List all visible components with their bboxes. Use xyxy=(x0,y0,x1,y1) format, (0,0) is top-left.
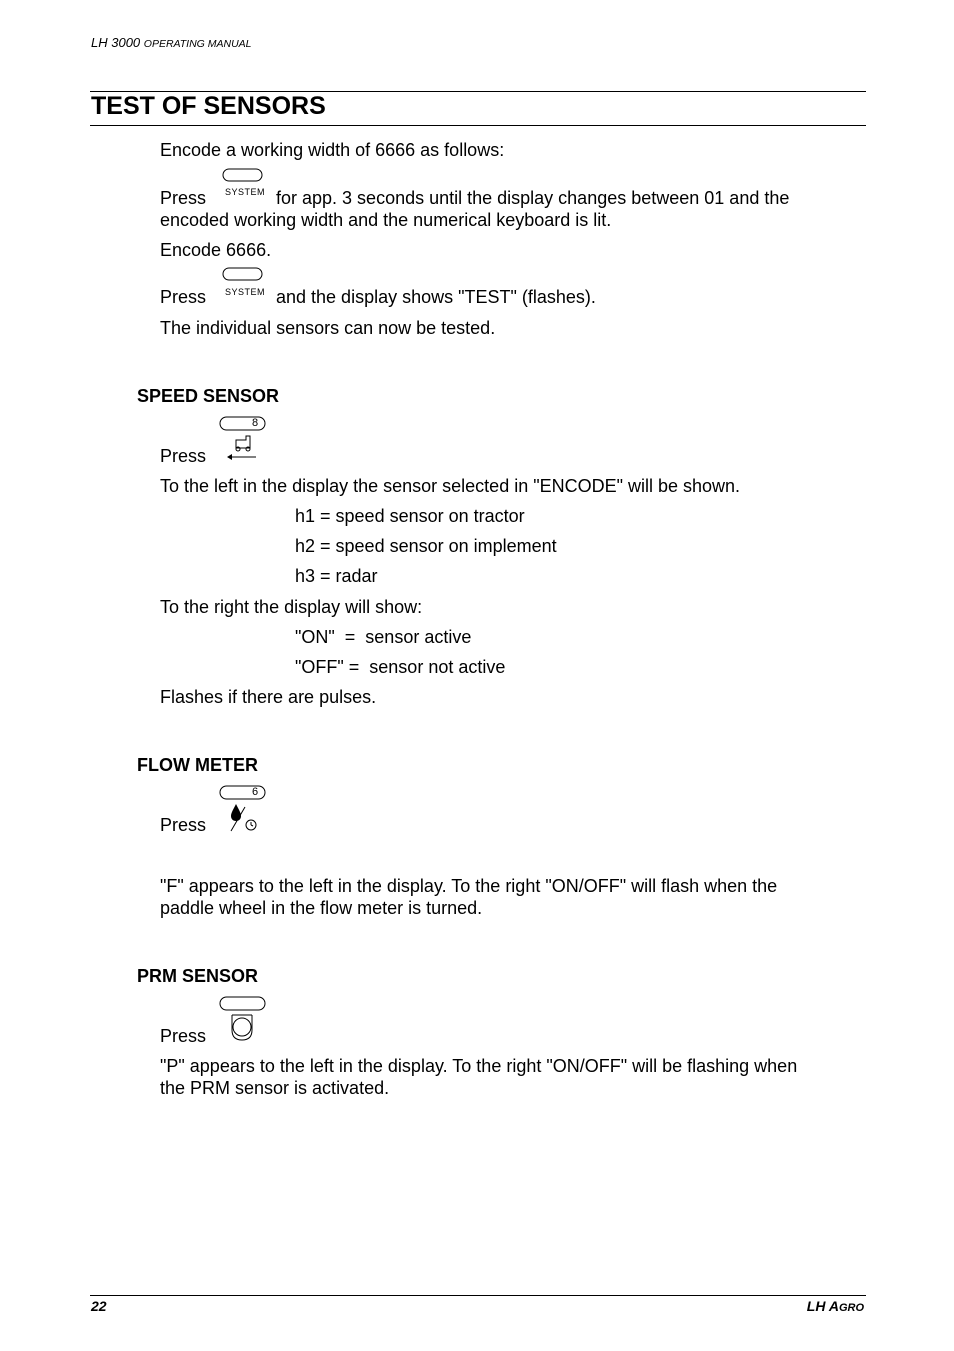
header-product: LH 3000 xyxy=(91,35,141,50)
speed-right-text: To the right the display will show: xyxy=(160,597,423,617)
encode-width-text: Encode a working width of 6666 as follows: xyxy=(160,140,505,160)
flashes-text: Flashes if there are pulses. xyxy=(160,687,377,707)
speed-sensor-heading: SPEED SENSOR xyxy=(137,386,280,406)
system-key-label: SYSTEM xyxy=(225,187,266,197)
prm-sensor-heading: PRM SENSOR xyxy=(137,966,259,986)
footer-brand-lh: LH xyxy=(806,1298,826,1314)
footer-brand xyxy=(807,1298,864,1314)
page-title: TEST OF SENSORS xyxy=(91,92,326,120)
press2-text: and the display shows "TEST" (flashes). xyxy=(276,287,596,307)
page-number: 22 xyxy=(91,1298,107,1314)
press-label: Press xyxy=(160,287,207,307)
h-item: h1 = speed sensor on tractor xyxy=(295,506,525,526)
press-label: Press xyxy=(160,815,207,835)
press-label: Press xyxy=(160,188,207,208)
h-item: h3 = radar xyxy=(295,566,378,586)
flow-meter-key-icon xyxy=(218,785,268,835)
header-subtitle: OPERATING MANUAL xyxy=(143,38,252,50)
state-item: "ON" = sensor active xyxy=(295,627,472,647)
footer-brand-agro-rest: GRO xyxy=(838,1302,864,1314)
prm-text-line2: the PRM sensor is activated. xyxy=(160,1078,390,1098)
footer-brand-agro-initial: A xyxy=(828,1298,839,1314)
prm-sensor-key-icon xyxy=(218,996,268,1046)
flow-meter-key-number: 6 xyxy=(252,786,259,798)
press-label: Press xyxy=(160,1026,207,1046)
footer-rule xyxy=(90,1295,866,1296)
speed-sensor-key-number: 8 xyxy=(252,417,259,429)
press1-text-line2: encoded working width and the numerical keyboard is lit. xyxy=(160,210,612,230)
speed-left-text: To the left in the display the sensor selected in "ENCODE" will be shown. xyxy=(160,476,741,496)
running-header xyxy=(91,35,252,50)
h-item: h2 = speed sensor on implement xyxy=(295,536,557,556)
flow-meter-heading: FLOW METER xyxy=(137,755,258,775)
speed-sensor-key-icon xyxy=(218,416,268,464)
prm-text-line1: "P" appears to the left in the display. To the right "ON/OFF" will be flashing when xyxy=(160,1056,798,1076)
flow-text-line2: paddle wheel in the flow meter is turned. xyxy=(160,898,483,918)
individual-sensors-text: The individual sensors can now be tested. xyxy=(160,318,496,338)
system-key-label: SYSTEM xyxy=(225,287,266,297)
press-label: Press xyxy=(160,446,207,466)
title-bottom-rule xyxy=(90,125,866,126)
flow-text-line1: "F" appears to the left in the display. To the right "ON/OFF" will flash when the xyxy=(160,876,778,896)
state-item: "OFF" = sensor not active xyxy=(295,657,506,677)
encode-6666-text: Encode 6666. xyxy=(160,240,272,260)
press1-text: for app. 3 seconds until the display changes between 01 and the xyxy=(276,188,790,208)
